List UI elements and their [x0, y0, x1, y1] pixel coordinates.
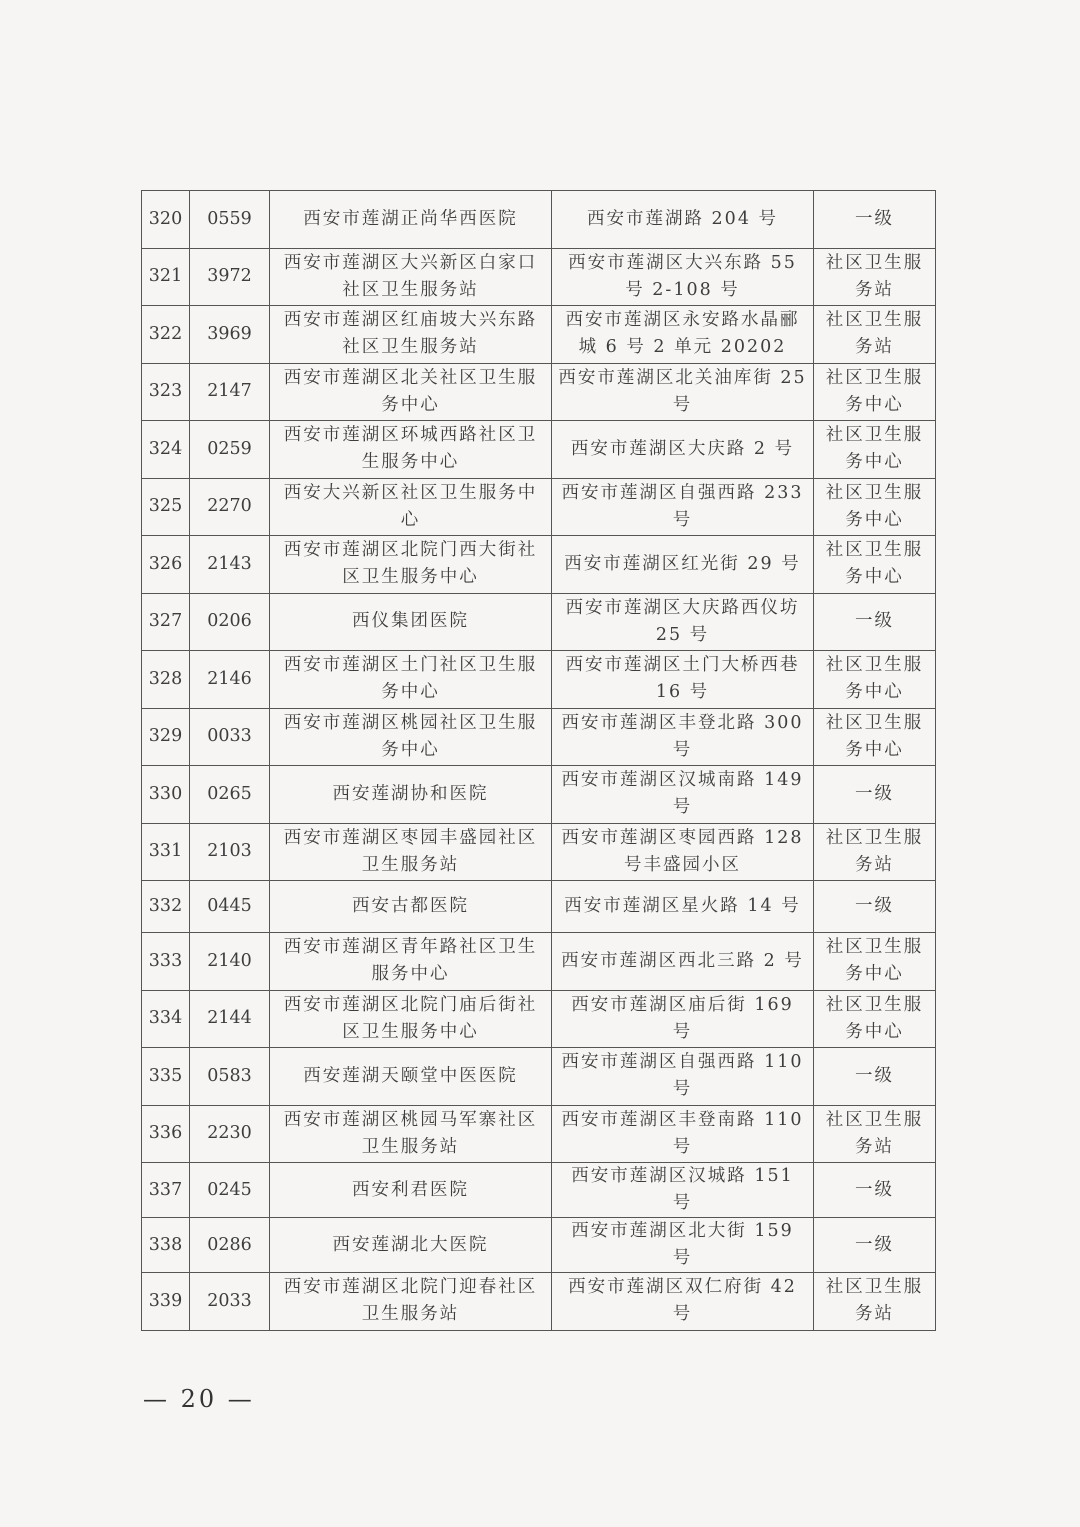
name-cell: 西安莲湖协和医院	[270, 766, 552, 824]
code-cell: 2230	[190, 1105, 270, 1163]
table-row	[142, 823, 936, 881]
code-cell: 2140	[190, 933, 270, 991]
table-row	[142, 708, 936, 766]
level-cell: 一级	[814, 191, 936, 249]
name-cell: 西安市莲湖区青年路社区卫生服务中心	[270, 933, 552, 991]
level-cell: 社区卫生服务中心	[814, 478, 936, 536]
level-cell: 社区卫生服务中心	[814, 363, 936, 421]
address-cell: 西安市莲湖区北关油库街 25 号	[552, 363, 814, 421]
table-row	[142, 478, 936, 536]
address-cell: 西安市莲湖区汉城路 151 号	[552, 1163, 814, 1218]
code-cell: 0259	[190, 421, 270, 479]
name-cell: 西安市莲湖区环城西路社区卫生服务中心	[270, 421, 552, 479]
code-cell: 2147	[190, 363, 270, 421]
address-cell: 西安市莲湖区大庆路 2 号	[552, 421, 814, 479]
seq-cell: 335	[142, 1048, 190, 1106]
seq-cell: 334	[142, 990, 190, 1048]
level-cell: 一级	[814, 593, 936, 651]
table-row	[142, 933, 936, 991]
code-cell: 0033	[190, 708, 270, 766]
name-cell: 西仪集团医院	[270, 593, 552, 651]
code-cell: 0245	[190, 1163, 270, 1218]
page-number: — 20 —	[143, 1385, 255, 1413]
table-row	[142, 1048, 936, 1106]
seq-cell: 336	[142, 1105, 190, 1163]
address-cell: 西安市莲湖区大庆路西仪坊 25 号	[552, 593, 814, 651]
name-cell: 西安利君医院	[270, 1163, 552, 1218]
address-cell: 西安市莲湖区自强西路 110 号	[552, 1048, 814, 1106]
seq-cell: 326	[142, 536, 190, 594]
name-cell: 西安市莲湖区土门社区卫生服务中心	[270, 651, 552, 709]
address-cell: 西安市莲湖区大兴东路 55 号 2-108 号	[552, 248, 814, 306]
code-cell: 3972	[190, 248, 270, 306]
name-cell: 西安市莲湖区桃园社区卫生服务中心	[270, 708, 552, 766]
level-cell: 社区卫生服务中心	[814, 708, 936, 766]
table-row	[142, 766, 936, 824]
address-cell: 西安市莲湖区庙后街 169 号	[552, 990, 814, 1048]
table-row	[142, 990, 936, 1048]
seq-cell: 331	[142, 823, 190, 881]
seq-cell: 338	[142, 1218, 190, 1273]
name-cell: 西安莲湖北大医院	[270, 1218, 552, 1273]
code-cell: 0445	[190, 881, 270, 933]
seq-cell: 330	[142, 766, 190, 824]
level-cell: 一级	[814, 881, 936, 933]
address-cell: 西安市莲湖区红光街 29 号	[552, 536, 814, 594]
level-cell: 社区卫生服务站	[814, 306, 936, 364]
level-cell: 一级	[814, 1218, 936, 1273]
address-cell: 西安市莲湖区自强西路 233 号	[552, 478, 814, 536]
seq-cell: 328	[142, 651, 190, 709]
table-row	[142, 1105, 936, 1163]
level-cell: 社区卫生服务站	[814, 248, 936, 306]
seq-cell: 321	[142, 248, 190, 306]
address-cell: 西安市莲湖区丰登北路 300 号	[552, 708, 814, 766]
table-row	[142, 593, 936, 651]
table-row	[142, 536, 936, 594]
level-cell: 社区卫生服务中心	[814, 933, 936, 991]
table-row	[142, 306, 936, 364]
name-cell: 西安古都医院	[270, 881, 552, 933]
level-cell: 社区卫生服务中心	[814, 536, 936, 594]
address-cell: 西安市莲湖区枣园西路 128 号丰盛园小区	[552, 823, 814, 881]
name-cell: 西安市莲湖区桃园马军寨社区卫生服务站	[270, 1105, 552, 1163]
name-cell: 西安市莲湖区北院门迎春社区卫生服务站	[270, 1273, 552, 1331]
seq-cell: 329	[142, 708, 190, 766]
seq-cell: 339	[142, 1273, 190, 1331]
seq-cell: 325	[142, 478, 190, 536]
name-cell: 西安市莲湖区北院门西大街社区卫生服务中心	[270, 536, 552, 594]
address-cell: 西安市莲湖区北大街 159 号	[552, 1218, 814, 1273]
level-cell: 一级	[814, 766, 936, 824]
seq-cell: 333	[142, 933, 190, 991]
address-cell: 西安市莲湖路 204 号	[552, 191, 814, 249]
seq-cell: 323	[142, 363, 190, 421]
name-cell: 西安市莲湖正尚华西医院	[270, 191, 552, 249]
table-row	[142, 651, 936, 709]
code-cell: 2144	[190, 990, 270, 1048]
code-cell: 2143	[190, 536, 270, 594]
code-cell: 2270	[190, 478, 270, 536]
level-cell: 社区卫生服务站	[814, 1273, 936, 1331]
name-cell: 西安市莲湖区大兴新区白家口社区卫生服务站	[270, 248, 552, 306]
code-cell: 0206	[190, 593, 270, 651]
name-cell: 西安市莲湖区北关社区卫生服务中心	[270, 363, 552, 421]
address-cell: 西安市莲湖区西北三路 2 号	[552, 933, 814, 991]
name-cell: 西安市莲湖区枣园丰盛园社区卫生服务站	[270, 823, 552, 881]
address-cell: 西安市莲湖区双仁府街 42 号	[552, 1273, 814, 1331]
address-cell: 西安市莲湖区丰登南路 110 号	[552, 1105, 814, 1163]
name-cell: 西安市莲湖区红庙坡大兴东路社区卫生服务站	[270, 306, 552, 364]
table-row	[142, 421, 936, 479]
level-cell: 社区卫生服务中心	[814, 421, 936, 479]
code-cell: 3969	[190, 306, 270, 364]
address-cell: 西安市莲湖区土门大桥西巷 16 号	[552, 651, 814, 709]
code-cell: 2146	[190, 651, 270, 709]
level-cell: 一级	[814, 1163, 936, 1218]
table-row	[142, 1273, 936, 1331]
level-cell: 社区卫生服务中心	[814, 990, 936, 1048]
name-cell: 西安大兴新区社区卫生服务中心	[270, 478, 552, 536]
table-row	[142, 191, 936, 249]
code-cell: 0559	[190, 191, 270, 249]
seq-cell: 327	[142, 593, 190, 651]
table-body	[142, 191, 936, 1331]
table-row	[142, 1163, 936, 1218]
seq-cell: 337	[142, 1163, 190, 1218]
medical-institution-table	[141, 190, 936, 1331]
code-cell: 2033	[190, 1273, 270, 1331]
seq-cell: 332	[142, 881, 190, 933]
address-cell: 西安市莲湖区永安路水晶郦城 6 号 2 单元 20202	[552, 306, 814, 364]
seq-cell: 324	[142, 421, 190, 479]
seq-cell: 320	[142, 191, 190, 249]
table-row	[142, 881, 936, 933]
address-cell: 西安市莲湖区汉城南路 149 号	[552, 766, 814, 824]
code-cell: 0583	[190, 1048, 270, 1106]
level-cell: 一级	[814, 1048, 936, 1106]
code-cell: 0265	[190, 766, 270, 824]
level-cell: 社区卫生服务站	[814, 823, 936, 881]
seq-cell: 322	[142, 306, 190, 364]
name-cell: 西安莲湖天颐堂中医医院	[270, 1048, 552, 1106]
code-cell: 0286	[190, 1218, 270, 1273]
name-cell: 西安市莲湖区北院门庙后街社区卫生服务中心	[270, 990, 552, 1048]
level-cell: 社区卫生服务站	[814, 1105, 936, 1163]
table-row	[142, 363, 936, 421]
address-cell: 西安市莲湖区星火路 14 号	[552, 881, 814, 933]
table-row	[142, 248, 936, 306]
table-row	[142, 1218, 936, 1273]
level-cell: 社区卫生服务中心	[814, 651, 936, 709]
code-cell: 2103	[190, 823, 270, 881]
